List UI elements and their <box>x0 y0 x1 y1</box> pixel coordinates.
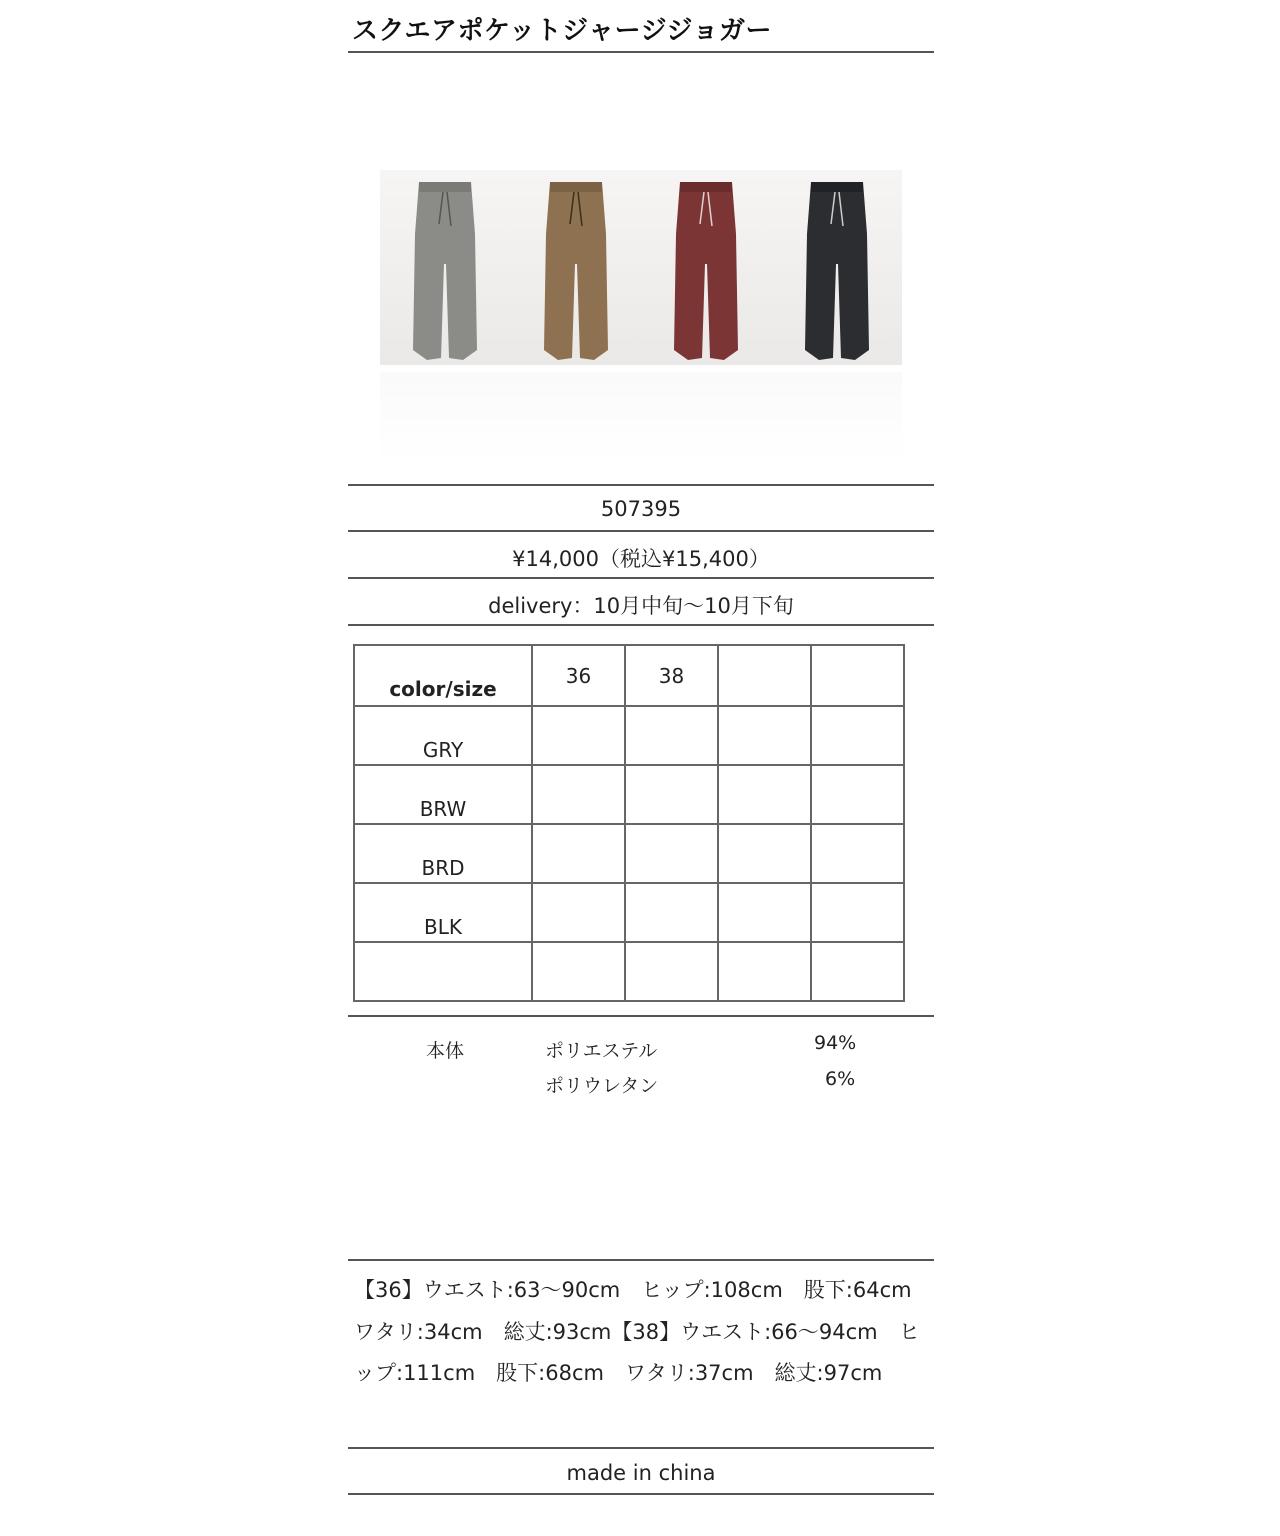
table-row <box>354 942 904 1001</box>
table-cell <box>718 765 811 824</box>
material-percent: 6% <box>825 1068 856 1090</box>
table-row <box>354 706 904 765</box>
product-code: 507395 <box>600 497 682 521</box>
table-row <box>354 824 904 883</box>
divider <box>348 484 934 486</box>
pants-brown-image <box>536 174 616 364</box>
divider <box>348 1015 934 1017</box>
table-cell <box>718 706 811 765</box>
size-header <box>811 645 904 706</box>
material-percent: 94% <box>814 1032 857 1054</box>
photo-panel-gray <box>380 170 511 365</box>
table-cell <box>718 824 811 883</box>
table-header-label: color/size <box>354 645 532 706</box>
product-title: スクエアポケットジャージジョガー <box>352 16 772 46</box>
table-cell <box>811 765 904 824</box>
pants-black-image <box>797 174 877 364</box>
material-part-label: 本体 <box>426 1040 465 1062</box>
size-header: 36 <box>532 645 625 706</box>
table-cell <box>625 706 718 765</box>
photo-panel-burgundy <box>641 170 772 365</box>
table-cell <box>625 824 718 883</box>
divider <box>348 530 934 532</box>
photo-panel-black <box>772 170 903 365</box>
table-cell <box>532 706 625 765</box>
table-row <box>354 765 904 824</box>
divider <box>348 1493 934 1495</box>
table-cell <box>811 942 904 1001</box>
divider <box>348 1447 934 1449</box>
divider <box>348 577 934 579</box>
table-cell <box>625 942 718 1001</box>
table-cell <box>532 824 625 883</box>
pants-gray-image <box>405 174 485 364</box>
product-price: ¥14,000（税込¥15,400） <box>512 547 770 571</box>
table-cell <box>532 883 625 942</box>
material-name: ポリウレタン <box>545 1075 659 1097</box>
table-cell <box>532 942 625 1001</box>
table-cell <box>811 883 904 942</box>
photo-panel-brown <box>511 170 642 365</box>
table-cell <box>811 706 904 765</box>
color-label: BRD <box>354 824 532 883</box>
divider <box>348 624 934 626</box>
pants-burgundy-image <box>666 174 746 364</box>
table-header-row <box>354 645 904 706</box>
size-measurements: 【36】ウエスト:63〜90cm ヒップ:108cm 股下:64cm ワタリ:34cm 総丈:93cm【38】ウエスト:66〜94cm ヒップ:111cm 股下:68cm ワタリ:37cm 総丈:97cm <box>354 1278 933 1385</box>
table-cell <box>532 765 625 824</box>
color-label <box>354 942 532 1001</box>
size-header: 38 <box>625 645 718 706</box>
delivery-info: delivery：10月中旬〜10月下旬 <box>488 594 794 618</box>
table-cell <box>625 883 718 942</box>
table-cell <box>625 765 718 824</box>
divider <box>348 51 934 53</box>
photo-reflection <box>380 372 902 462</box>
product-photo <box>380 170 902 365</box>
size-color-table <box>353 644 905 1002</box>
material-name: ポリエステル <box>545 1040 658 1062</box>
table-cell <box>718 883 811 942</box>
table-row <box>354 883 904 942</box>
divider <box>348 1259 934 1261</box>
color-label: BLK <box>354 883 532 942</box>
table-cell <box>811 824 904 883</box>
table-cell <box>718 942 811 1001</box>
color-label: GRY <box>354 706 532 765</box>
product-sheet <box>348 0 934 1536</box>
size-header <box>718 645 811 706</box>
color-label: BRW <box>354 765 532 824</box>
country-of-origin: made in china <box>566 1461 716 1485</box>
